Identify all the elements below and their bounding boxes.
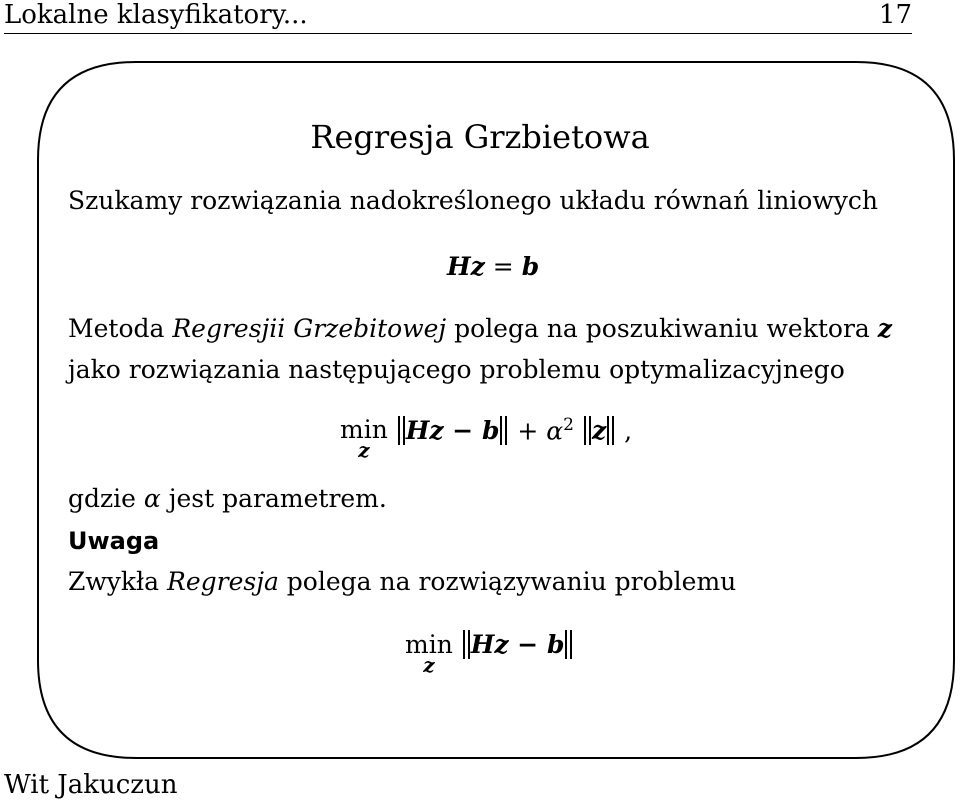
alpha-symbol: α [546, 416, 564, 446]
page-number: 17 [878, 0, 912, 30]
plus-sign: + [517, 416, 539, 446]
ordinary-text-a: Zwykła [68, 567, 167, 596]
intro-line: Szukamy rozwiązania nadokreślonego układu równań liniowych [68, 186, 878, 215]
min-subscript: z [358, 438, 370, 462]
parameter-line [68, 484, 387, 513]
ordinary-regression-line [68, 567, 736, 596]
vector-z: z [877, 314, 892, 343]
min-operator [340, 415, 388, 462]
regression-term: Regresja [167, 567, 279, 596]
norm-z: z [584, 416, 614, 445]
note-heading: Uwaga [68, 527, 160, 555]
method-text-b: polega na poszukiwaniu wektora [446, 314, 878, 343]
alpha-inline: α [143, 484, 161, 513]
ordinary-text-b: polega na rozwiązywaniu problemu [278, 567, 737, 596]
ridge-objective [340, 415, 632, 462]
slide-title: Regresja Grzbietowa [310, 118, 650, 156]
least-squares-objective [405, 630, 574, 677]
equation-hz-eq-b [447, 252, 539, 281]
eq1-lhs: Hz [447, 252, 485, 281]
min-subscript-2: z [423, 653, 435, 677]
eq1-op: = [492, 252, 514, 281]
optimization-line: jako rozwiązania następującego problemu optymalizacyjnego [68, 355, 845, 384]
header-title: Lokalne klasyfikatory... [4, 0, 308, 30]
method-line [68, 314, 892, 343]
min-label-2: min [405, 630, 453, 659]
alpha-exponent: 2 [563, 415, 574, 435]
norm-residual: Hz − b [398, 416, 508, 445]
page-header [4, 0, 912, 34]
comma: , [624, 416, 633, 446]
min-operator-2 [405, 630, 453, 677]
norm-residual-2: Hz − b [463, 630, 573, 659]
footer-author: Wit Jakuczun [4, 770, 178, 800]
parameter-text-a: gdzie [68, 484, 144, 513]
method-text-a: Metoda [68, 314, 173, 343]
min-label: min [340, 415, 388, 444]
eq1-rhs: b [521, 252, 540, 281]
parameter-text-b: jest parametrem. [160, 484, 387, 513]
method-name: Regresjii Grzebitowej [172, 314, 447, 343]
